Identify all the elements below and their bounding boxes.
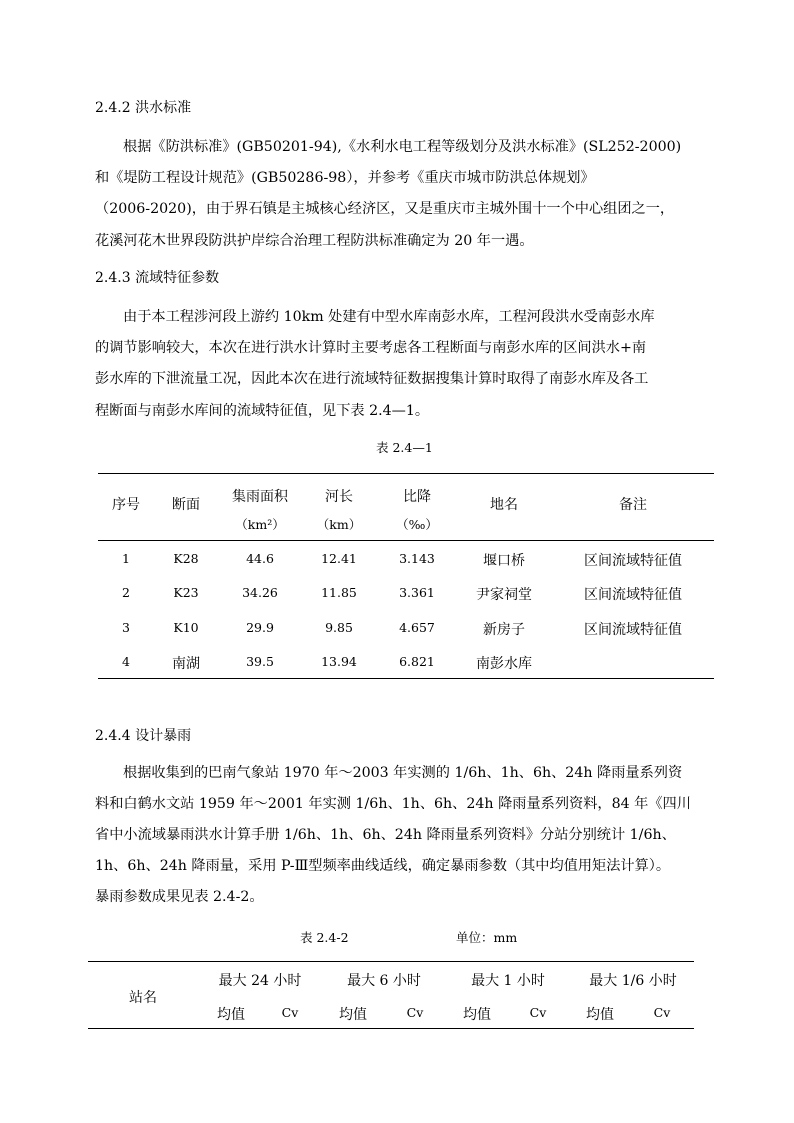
- table-cell: K28: [173, 551, 199, 566]
- table-caption: 表 2.4—1: [376, 440, 433, 455]
- paragraph-line: 的调节影响较大，本次在进行洪水计算时主要考虑各工程断面与南彭水库的区间洪水+南: [95, 340, 647, 356]
- table-cell: 新房子: [483, 622, 525, 638]
- table-subheader-cv: Cv: [406, 1005, 424, 1020]
- table-header-group: 最大 1 小时: [471, 973, 545, 989]
- table-header-cell: 站名: [129, 990, 157, 1006]
- table-cell: 2: [122, 585, 130, 600]
- table-header-cell: 序号: [112, 497, 140, 513]
- table-header-group: 最大 1/6 小时: [589, 973, 677, 989]
- table-subheader-mean: 均值: [339, 1007, 367, 1023]
- table-cell: 区间流域特征值: [584, 587, 682, 603]
- paragraph-line: 彭水库的下泄流量工况，因此本次在进行流域特征数据搜集计算时取得了南彭水库及各工: [95, 371, 649, 387]
- table-cell: 4: [122, 654, 130, 669]
- table-cell: 13.94: [321, 654, 357, 669]
- table-header-cell: 地名: [490, 497, 518, 513]
- paragraph-line: 暴雨参数成果见表 2.4-2。: [95, 889, 264, 905]
- section-heading-2-4-2: 2.4.2 洪水标准: [95, 100, 192, 116]
- paragraph-line: 和《堤防工程设计规范》(GB50286-98），并参考《重庆市城市防洪总体规划》: [95, 170, 595, 186]
- table-subheader-cv: Cv: [529, 1005, 547, 1020]
- table-header-cell: 备注: [619, 497, 647, 513]
- table-cell: 34.26: [242, 585, 278, 600]
- table-cell: 区间流域特征值: [584, 553, 682, 569]
- table-subheader-mean: 均值: [217, 1007, 245, 1023]
- table-cell: 44.6: [246, 551, 274, 566]
- table-subheader-mean: 均值: [586, 1007, 614, 1023]
- table-caption: 表 2.4-2: [300, 930, 349, 945]
- table-cell: K10: [173, 620, 199, 635]
- table-cell: 9.85: [325, 620, 353, 635]
- table-cell: 6.821: [399, 654, 435, 669]
- paragraph-line: 花溪河花木世界段防洪护岸综合治理工程防洪标准确定为 20 年一遇。: [95, 233, 534, 249]
- table-subheader-cv: Cv: [653, 1005, 671, 1020]
- table-cell: 39.5: [246, 654, 274, 669]
- table-unit: 单位：mm: [456, 930, 518, 945]
- table-unit-cell: （km）: [316, 517, 362, 532]
- table-unit-cell: （km²）: [235, 517, 285, 532]
- paragraph-line: 根据《防洪标准》(GB50201-94),《水利水电工程等级划分及洪水标准》(SL252-2000): [123, 139, 682, 155]
- table-cell: 区间流域特征值: [584, 622, 682, 638]
- table-cell: 12.41: [321, 551, 357, 566]
- paragraph-line: （2006-2020)，由于界石镇是主城核心经济区，又是重庆市主城外围十一个中心组团之一，: [95, 201, 675, 217]
- table-header-cell: 河长: [325, 489, 353, 505]
- table-cell: 南彭水库: [476, 656, 532, 672]
- table-header-group: 最大 24 小时: [218, 973, 302, 989]
- table-top-rule: [98, 473, 714, 474]
- table-header-cell: 集雨面积: [232, 489, 288, 505]
- table-header-cell: 断面: [172, 497, 200, 513]
- table-cell: 1: [122, 551, 130, 566]
- table-top-rule: [88, 961, 694, 962]
- table-cell: 尹家祠堂: [476, 587, 532, 603]
- table-cell: 南湖: [172, 656, 200, 672]
- table-header-rule: [98, 540, 714, 541]
- paragraph-line: 料和白鹤水文站 1959 年～2001 年实测 1/6h、1h、6h、24h 降雨量系列资料，84 年《四川: [95, 796, 691, 812]
- table-header-group: 最大 6 小时: [347, 973, 421, 989]
- paragraph-line: 1h、6h、24h 降雨量，采用 P-Ⅲ型频率曲线适线，确定暴雨参数（其中均值用矩法计算）。: [95, 858, 671, 874]
- table-cell: 29.9: [246, 620, 274, 635]
- paragraph-line: 省中小流域暴雨洪水计算手册 1/6h、1h、6h、24h 降雨量系列资料》分站分别统计 1/6h、: [95, 827, 676, 843]
- table-cell: 4.657: [399, 620, 435, 635]
- paragraph-line: 程断面与南彭水库间的流域特征值，见下表 2.4—1。: [95, 403, 430, 419]
- table-subheader-mean: 均值: [463, 1007, 491, 1023]
- table-cell: K23: [173, 585, 199, 600]
- table-bottom-rule: [98, 678, 714, 679]
- section-heading-2-4-4: 2.4.4 设计暴雨: [95, 728, 192, 744]
- paragraph-line: 根据收集到的巴南气象站 1970 年～2003 年实测的 1/6h、1h、6h、24h 降雨量系列资: [123, 765, 683, 781]
- table-cell: 3: [122, 620, 130, 635]
- table-cell: 3.143: [399, 551, 435, 566]
- table-header-rule: [88, 1028, 694, 1029]
- table-header-cell: 比降: [403, 489, 431, 505]
- table-cell: 11.85: [321, 585, 357, 600]
- section-heading-2-4-3: 2.4.3 流域特征参数: [95, 270, 220, 286]
- table-cell: 3.361: [399, 585, 435, 600]
- table-cell: 堰口桥: [483, 553, 525, 569]
- table-subheader-cv: Cv: [281, 1005, 299, 1020]
- table-unit-cell: （‰）: [396, 517, 438, 532]
- paragraph-line: 由于本工程涉河段上游约 10km 处建有中型水库南彭水库，工程河段洪水受南彭水库: [123, 309, 655, 325]
